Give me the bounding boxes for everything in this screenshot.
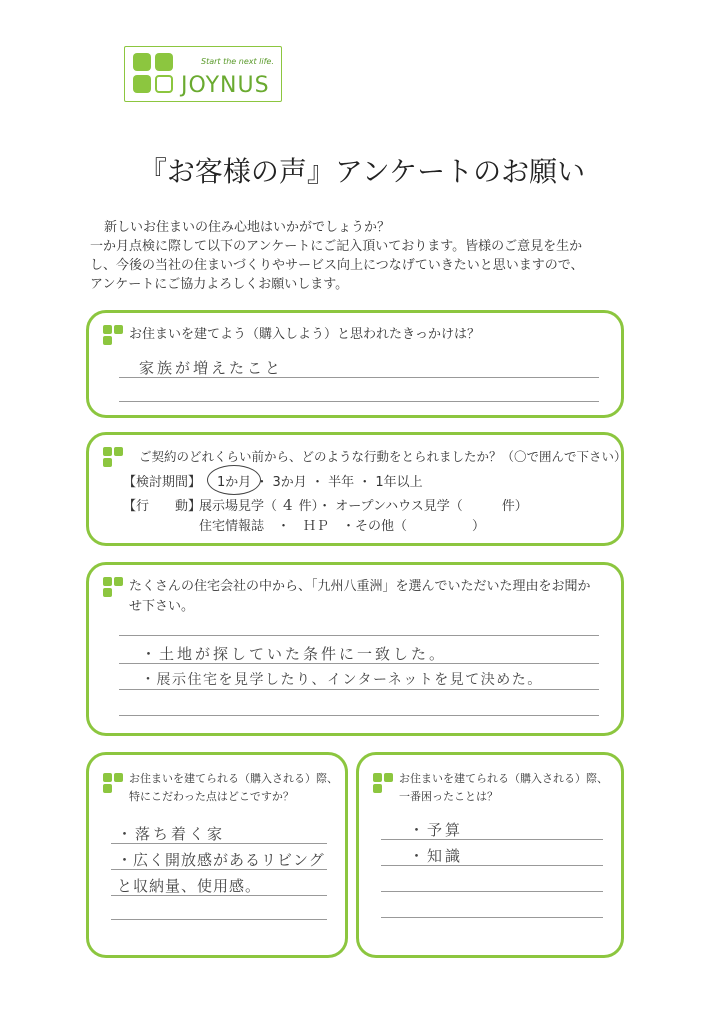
period-label: 【検討期間】 [123,475,202,490]
question-4-line-1: お住まいを建てられる（購入される）際、 [129,772,338,785]
logo-tagline: Start the next life. [201,57,274,66]
answer-5-line-2[interactable]: ・知識 [409,847,464,865]
logo-leaf-icon [155,75,173,93]
clover-icon [103,325,125,347]
answer-line [111,869,327,870]
question-3-line-1: たくさんの住宅会社の中から、「九州八重洲」を選んでいただいた理由をお聞か [129,579,591,594]
action-label: 【行 動】 [123,499,202,514]
answer-line [119,635,599,636]
period-options[interactable]: 1か月 ・ 3か月 ・ 半年 ・ 1年以上 [217,475,423,490]
answer-3-line-2[interactable]: ・展示住宅を見学したり、インターネットを見て決めた。 [141,672,543,688]
logo-name: JOYNUS [181,73,270,98]
answer-4-line-3[interactable]: と収納量、使用感。 [117,877,262,895]
action-line-1 [199,495,528,514]
intro-line: 一か月点検に際して以下のアンケートにご記入頂いております。皆様のご意見を生か [90,239,583,254]
answer-1-text[interactable]: 家族が増えたこと [139,359,284,377]
answer-line [381,865,603,866]
answer-line [119,663,599,664]
answer-line [381,917,603,918]
question-box-3 [86,562,624,736]
clover-icon [103,577,125,599]
answer-line [119,715,599,716]
question-1-text: お住まいを建てよう（購入しよう）と思われたきっかけは？ [129,327,481,342]
answer-line [381,891,603,892]
question-5-line-1: お住まいを建てられる（購入される）際、 [399,772,608,785]
action-showroom-count[interactable]: 4 [283,496,293,514]
action-showroom: 展示場見学（ [199,499,278,514]
answer-line [111,919,327,920]
intro-line: し、今後の当社の住まいづくりやサービス向上につなげていきたいと思いますので、 [90,258,584,273]
question-3-line-2: せ下さい。 [129,599,195,614]
answer-line [111,895,327,896]
question-box-4 [86,752,348,958]
intro-line: アンケートにご協力よろしくお願いします。 [90,277,349,292]
logo-leaf-icon [133,53,151,71]
answer-3-line-1[interactable]: ・土地が探していた条件に一致した。 [141,645,448,663]
question-box-2 [86,432,627,546]
page-title: 『お客様の声』アンケートのお願い [138,155,586,188]
intro-text [90,218,650,294]
clover-icon [103,773,125,795]
logo-leaf-icon [133,75,151,93]
answer-5-line-1[interactable]: ・予算 [409,821,464,839]
answer-line [119,689,599,690]
company-logo [124,46,282,102]
clover-icon [103,447,125,469]
answer-line [119,377,599,378]
action-openhouse: 件）・ オープンハウス見学（ 件） [298,499,528,514]
answer-4-line-2[interactable]: ・広く開放感があるリビング [117,851,325,869]
question-box-1 [86,310,624,418]
question-4-line-2: 特にこだわった点はどこですか？ [129,790,294,803]
question-5-line-2: 一番困ったことは？ [399,790,498,803]
question-box-5 [356,752,624,958]
intro-line: 新しいお住まいの住み心地はいかがでしょうか？ [104,220,391,235]
clover-icon [373,773,395,795]
logo-leaf-icon [155,53,173,71]
period-selected-circle [207,465,261,495]
answer-line [381,839,603,840]
answer-4-line-1[interactable]: ・落ち着く家 [117,825,226,843]
answer-line [111,843,327,844]
question-2-text: ご契約のどれくらい前から、どのような行動をとられましたか？（〇で囲んで下さい） [139,449,627,464]
answer-line [119,401,599,402]
action-line-2[interactable]: 住宅情報誌 ・ ＨＰ ・その他（ ） [199,519,486,534]
